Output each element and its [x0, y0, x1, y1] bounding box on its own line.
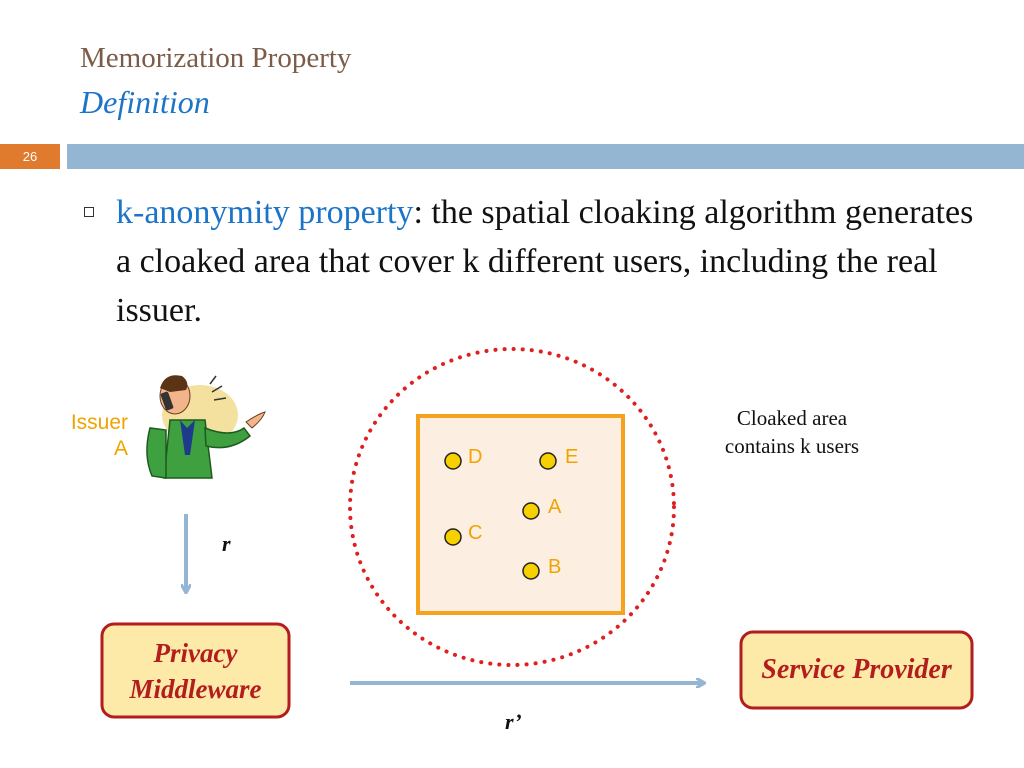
- cloaked-note-line2: contains k users: [724, 434, 860, 458]
- middleware-line1: Privacy: [153, 637, 238, 668]
- cloaked-area-square: [418, 416, 623, 613]
- issuer-label-line2: A: [113, 437, 128, 460]
- issuer-label: [30, 410, 128, 462]
- cloaked-note-line1: Cloaked area: [736, 406, 848, 430]
- user-label-d: D: [468, 446, 483, 468]
- user-label-c: C: [468, 522, 483, 544]
- issuer-person-icon: [147, 375, 265, 478]
- cloaked-request-label: r’: [505, 709, 522, 734]
- slide-subtitle: Definition: [80, 84, 210, 120]
- user-dot-d: [445, 453, 461, 469]
- service-provider-label: Service Provider: [761, 654, 952, 685]
- slide-number: 26: [0, 144, 60, 169]
- user-dot-c: [445, 529, 461, 545]
- middleware-line2: Middleware: [129, 673, 262, 704]
- user-dot-a: [523, 503, 539, 519]
- user-label-e: E: [565, 446, 579, 468]
- bullet-keyword: k-anonymity property: [116, 194, 414, 231]
- user-label-a: A: [548, 496, 562, 518]
- request-label: r: [222, 531, 231, 556]
- user-dot-b: [523, 563, 539, 579]
- user-dot-e: [540, 453, 556, 469]
- bullet-body: : the spatial cloaking algorithm generates a cloaked area that cover k different users, including the real issuer.: [116, 194, 974, 329]
- cloaked-area-note: [702, 404, 882, 460]
- issuer-label-line1: Issuer: [70, 411, 128, 434]
- slide-title: Memorization Property: [80, 42, 352, 74]
- user-label-b: B: [548, 556, 562, 578]
- privacy-middleware-label: [102, 624, 289, 717]
